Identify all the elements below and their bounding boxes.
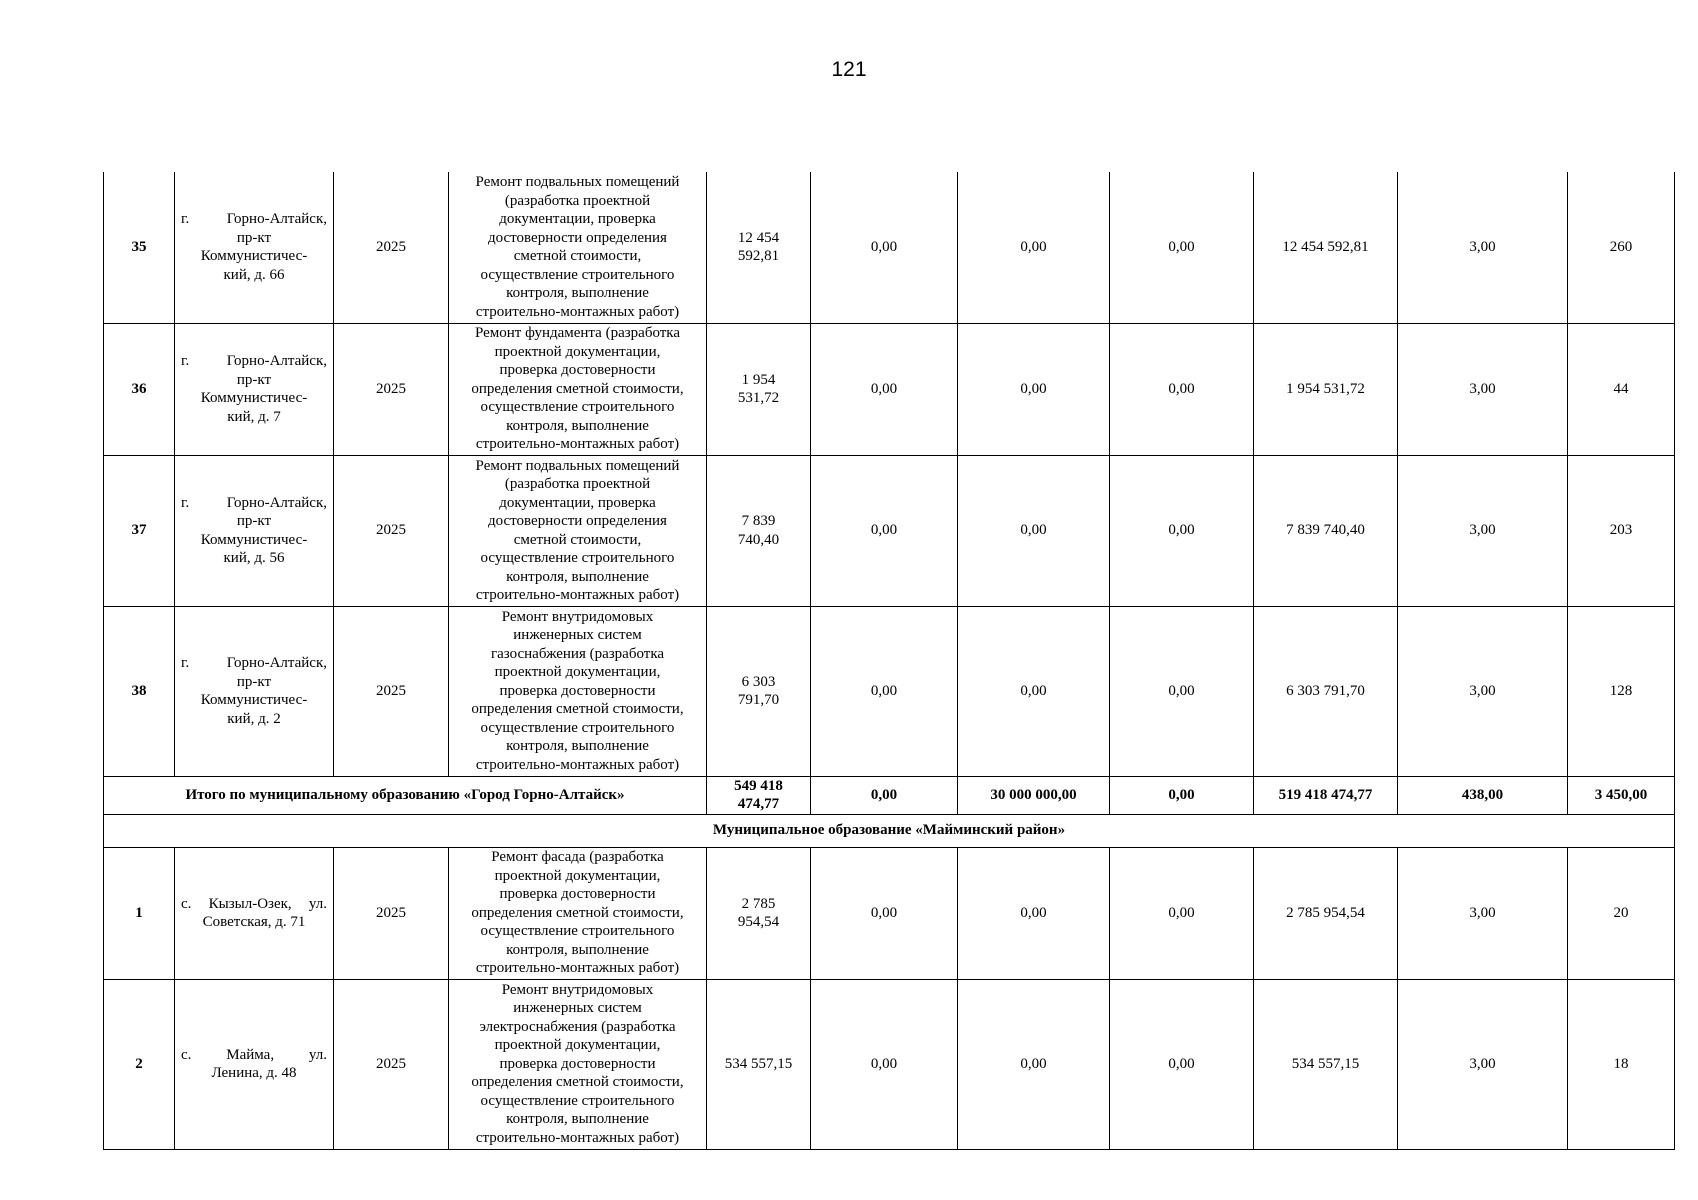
total-row [104,776,1675,814]
year-cell: 2025 [334,847,449,979]
row-number: 37 [104,455,175,606]
rate-cell: 3,00 [1398,979,1568,1149]
section-heading-row [104,814,1675,847]
work-description-cell: Ремонт внутридомовых инженерных систем газоснабжения (разработка проектной документации, проверка достоверности определения сметной стоимости, осуществление строительного контроля, выполнение строительно-монтажных работ) [449,606,707,776]
area-cell: 18 [1568,979,1675,1149]
row-number: 38 [104,606,175,776]
table-row [104,455,1675,606]
amount-cell: 0,00 [811,979,958,1149]
year-cell: 2025 [334,455,449,606]
rate-cell: 3,00 [1398,847,1568,979]
address-cell: с. Кызыл-Озек, ул. Советская, д. 71 [175,847,334,979]
area-cell: 20 [1568,847,1675,979]
address-cell: с. Майма, ул. Ленина, д. 48 [175,979,334,1149]
amount-cell: 0,00 [958,172,1110,323]
amount-cell: 0,00 [811,172,958,323]
rate-cell: 438,00 [1398,776,1568,814]
rate-cell: 3,00 [1398,606,1568,776]
amount-cell: 0,00 [1110,847,1254,979]
area-cell: 44 [1568,323,1675,455]
owners-funds-cell: 12 454 592,81 [1254,172,1398,323]
amount-cell: 0,00 [1110,172,1254,323]
amount-cell: 0,00 [1110,323,1254,455]
amount-cell: 0,00 [1110,979,1254,1149]
year-cell: 2025 [334,172,449,323]
amount-cell: 0,00 [811,847,958,979]
year-cell: 2025 [334,323,449,455]
owners-funds-cell: 6 303 791,70 [1254,606,1398,776]
amount-cell: 0,00 [958,979,1110,1149]
owners-funds-cell: 1 954 531,72 [1254,323,1398,455]
owners-funds-cell: 2 785 954,54 [1254,847,1398,979]
work-description-cell: Ремонт подвальных помещений (разработка проектной документации, проверка достоверности определения сметной стоимости, осуществление строительного контроля, выполнение строительно-монтажных работ) [449,455,707,606]
address-cell: г. Горно-Алтайск, пр-кт Коммунистичес- кий, д. 7 [175,323,334,455]
amount-cell: 0,00 [811,323,958,455]
amount-cell: 0,00 [1110,606,1254,776]
amount-cell: 0,00 [811,776,958,814]
total-cost-cell: 2 785 954,54 [707,847,811,979]
total-cost-cell: 534 557,15 [707,979,811,1149]
address-cell: г. Горно-Алтайск, пр-кт Коммунистичес- кий, д. 2 [175,606,334,776]
table-row [104,323,1675,455]
address-cell: г. Горно-Алтайск, пр-кт Коммунистичес- кий, д. 66 [175,172,334,323]
area-cell: 128 [1568,606,1675,776]
total-cost-cell: 12 454 592,81 [707,172,811,323]
area-cell: 3 450,00 [1568,776,1675,814]
work-description-cell: Ремонт фундамента (разработка проектной документации, проверка достоверности определения сметной стоимости, осуществление строительного контроля, выполнение строительно-монтажных работ) [449,323,707,455]
table-row [104,606,1675,776]
year-cell: 2025 [334,606,449,776]
total-label: Итого по муниципальному образованию «Город Горно-Алтайск» [104,776,707,814]
owners-funds-cell: 7 839 740,40 [1254,455,1398,606]
section-heading: Муниципальное образование «Майминский район» [104,814,1675,847]
page-number: 121 [831,58,867,81]
total-cost-cell: 7 839 740,40 [707,455,811,606]
total-cost-cell: 549 418 474,77 [707,776,811,814]
amount-cell: 0,00 [958,847,1110,979]
row-number: 2 [104,979,175,1149]
rate-cell: 3,00 [1398,323,1568,455]
table-row [104,847,1675,979]
amount-cell: 0,00 [958,455,1110,606]
row-number: 1 [104,847,175,979]
amount-cell: 0,00 [1110,776,1254,814]
rate-cell: 3,00 [1398,455,1568,606]
amount-cell: 0,00 [958,323,1110,455]
address-cell: г. Горно-Алтайск, пр-кт Коммунистичес- кий, д. 56 [175,455,334,606]
owners-funds-cell: 519 418 474,77 [1254,776,1398,814]
total-cost-cell: 1 954 531,72 [707,323,811,455]
capital-repair-table [103,172,1675,1150]
year-cell: 2025 [334,979,449,1149]
amount-cell: 0,00 [958,606,1110,776]
table-row [104,172,1675,323]
amount-cell: 0,00 [811,606,958,776]
owners-funds-cell: 534 557,15 [1254,979,1398,1149]
rate-cell: 3,00 [1398,172,1568,323]
amount-cell: 30 000 000,00 [958,776,1110,814]
area-cell: 260 [1568,172,1675,323]
amount-cell: 0,00 [1110,455,1254,606]
work-description-cell: Ремонт фасада (разработка проектной документации, проверка достоверности определения сметной стоимости, осуществление строительного контроля, выполнение строительно-монтажных работ) [449,847,707,979]
work-description-cell: Ремонт подвальных помещений (разработка проектной документации, проверка достоверности определения сметной стоимости, осуществление строительного контроля, выполнение строительно-монтажных работ) [449,172,707,323]
work-description-cell: Ремонт внутридомовых инженерных систем электроснабжения (разработка проектной документации, проверка достоверности определения сметной стоимости, осуществление строительного контроля, выполнение строительно-монтажных работ) [449,979,707,1149]
amount-cell: 0,00 [811,455,958,606]
area-cell: 203 [1568,455,1675,606]
table-row [104,979,1675,1149]
total-cost-cell: 6 303 791,70 [707,606,811,776]
row-number: 35 [104,172,175,323]
row-number: 36 [104,323,175,455]
